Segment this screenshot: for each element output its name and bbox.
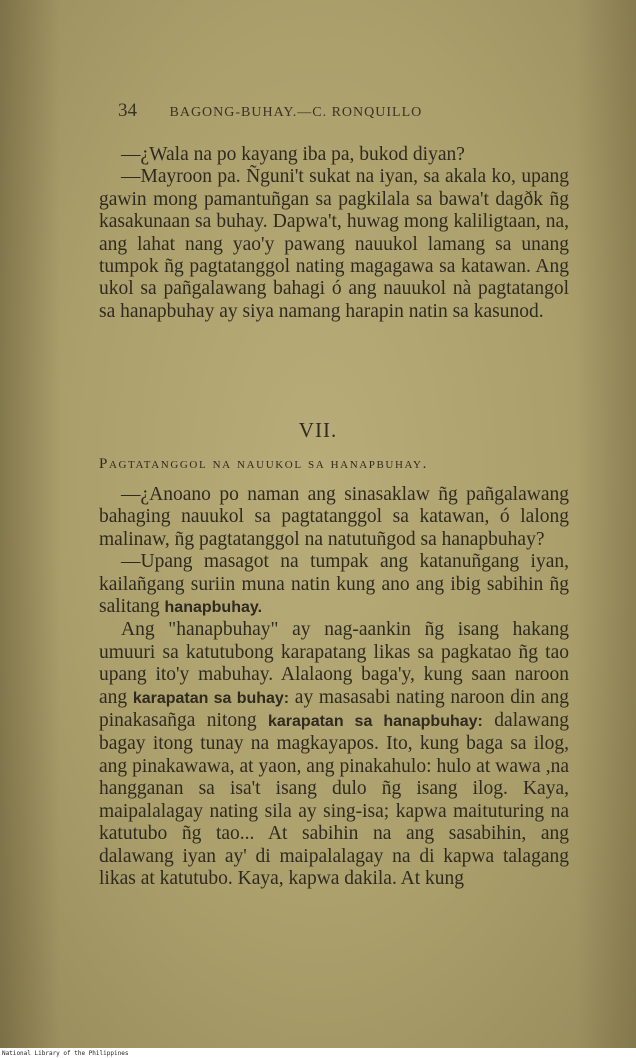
text-block-top bbox=[99, 144, 569, 323]
section-title: Pagtatanggol na nauukol sa hanapbuhay. bbox=[99, 456, 428, 472]
page-edge-shadow-right bbox=[576, 0, 636, 1048]
text-block-bottom bbox=[99, 484, 569, 890]
paragraph bbox=[99, 551, 569, 619]
paragraph-text: Ang "hanapbuhay" ay nag-aankin ñg isang hakang umuuri sa katutubong karapatang likas sa pagkatao ñg tao upang ito'y mabuhay. Alalaong baga'y, kung saan naroon ang bbox=[99, 619, 569, 708]
bold-term: karapatan sa buhay: bbox=[132, 689, 290, 707]
paragraph: —¿Wala na po kayang iba pa, bukod diyan? bbox=[121, 144, 465, 165]
paragraph bbox=[99, 619, 569, 890]
chapter-heading: VII. bbox=[298, 418, 338, 442]
paragraph-text: dalawang bagay itong tunay na magkayapos. Ito, kung baga sa ilog, ang pinakawawa, at yaon, ang pinakahulo: hulo at wawa ,na hangganan sa isa't isang dulo ñg isang ilog. Kaya, maipalalagay nating sila ay sing-isa; kapwa maituturing na katutubo ñg tao... At sabihin na ang sasabihin, ang dalawang iyan ay' di maipalalagay na di kapwa talagang likas at katutubo. Kaya, kapwa dakila. At kung bbox=[99, 710, 569, 889]
paragraph-text: ay masasabi nating naroon din ang pinakasañga nitong bbox=[99, 686, 569, 732]
paragraph: —¿Anoano po naman ang sinasaklaw ñg pañgalawang bahaging nauukol sa pagtatanggol sa katawan, ó lalong malinaw, ñg pagtatanggol na natutuñgod sa hanapbuhay? bbox=[99, 484, 569, 550]
bold-term: hanapbuhay. bbox=[164, 599, 263, 617]
running-header bbox=[118, 100, 538, 122]
running-title: BAGONG-BUHAY.—C. RONQUILLO bbox=[169, 105, 423, 120]
bold-term: karapatan sa hanapbuhay: bbox=[268, 713, 483, 731]
page-edge-shadow-left bbox=[0, 0, 60, 1048]
page-number: 34 bbox=[118, 100, 137, 121]
paragraph-text: —Upang masagot na tumpak ang katanuñgang iyan, kailañgang suriin muna natin kung ano ang ibig sabihin ñg salitang bbox=[99, 551, 569, 618]
library-credit: National Library of the Philippines bbox=[2, 1050, 129, 1057]
paragraph: —Mayroon pa. Ñguni't sukat na iyan, sa akala ko, upang gawin mong pamantuñgan sa pagkilala sa bawa't dagðk ñg kasakunaan sa buhay. Dapwa't, huwag mong kaliligtaan, na, ang lahat nang yao'y pawang nauukol lamang sa unang tumpok ñg pagtatanggol nating magagawa sa katawan. Ang ukol sa pañgalawang bahagi ó ang nauukol nà pagtatangol sa hanapbuhay ay siya namang harapin natin sa kasunod. bbox=[99, 166, 569, 322]
